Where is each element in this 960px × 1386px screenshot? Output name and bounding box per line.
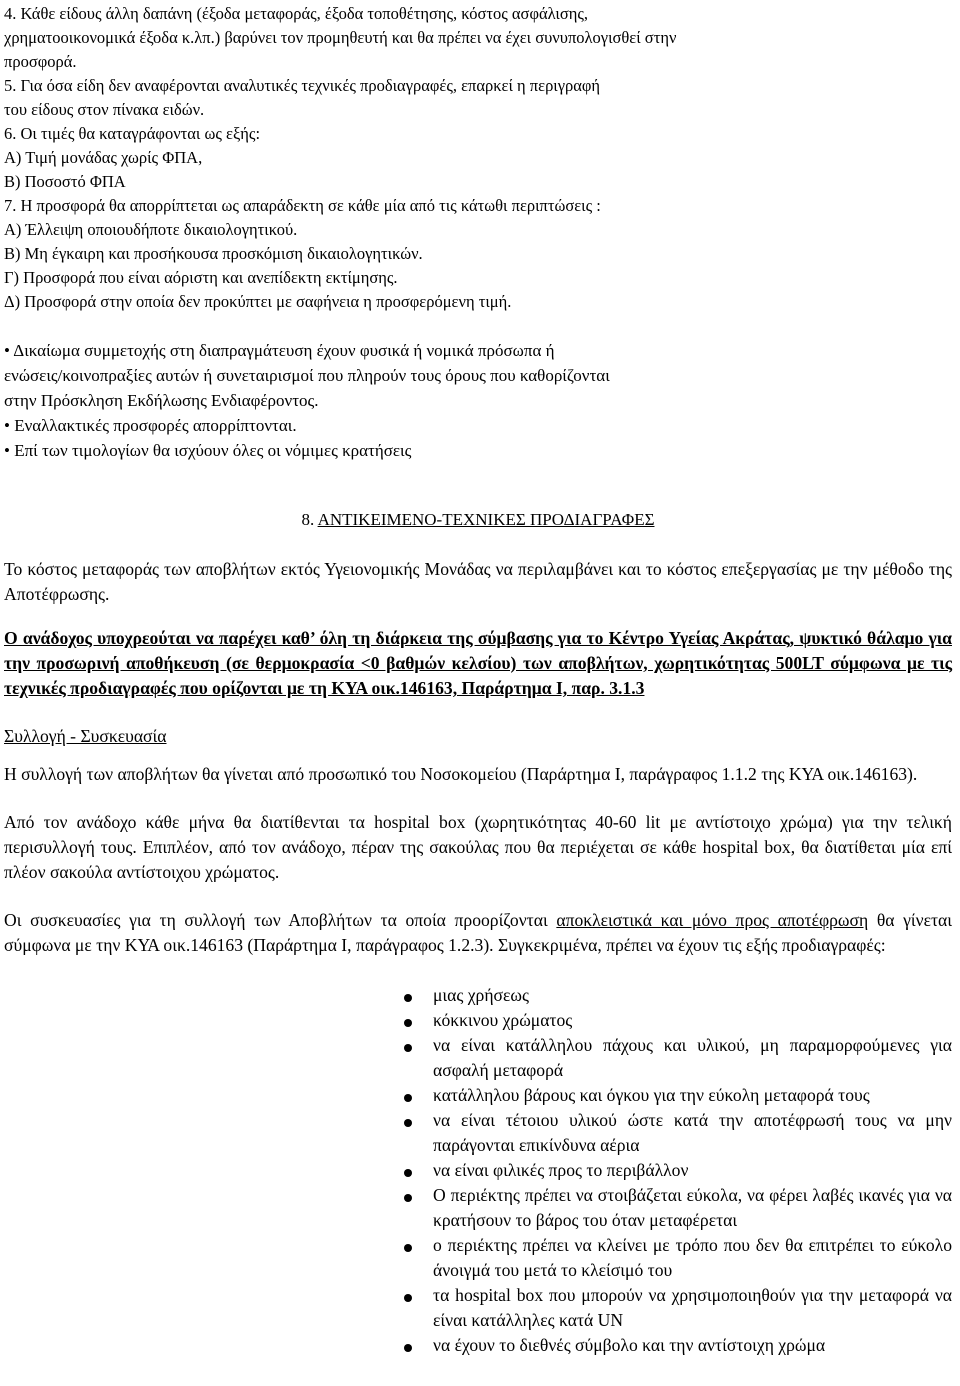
terms-line: Γ) Προσφορά που είναι αόριστη και ανεπίδεκτη εκτίμησης.: [4, 268, 398, 287]
bullet-line: • Δικαίωμα συμμετοχής στη διαπραγμάτευση έχουν φυσικά ή νομικά πρόσωπα ή: [4, 341, 555, 360]
terms-line: 7. Η προσφορά θα απορρίπτεται ως απαράδεκτη σε κάθε μία από τις κάτωθι περιπτώσεις :: [4, 196, 601, 215]
terms-line: Β) Μη έγκαιρη και προσήκουσα προσκόμιση δικαιολογητικών.: [4, 244, 423, 263]
spec-item: [4, 983, 952, 1008]
bullet-dot-icon: [404, 1294, 412, 1302]
spec-item: [4, 1008, 952, 1033]
spec-item-text: να είναι τέτοιου υλικού ώστε κατά την αποτέφρωσή τους να μην παράγονται επικίνδυνα αέρια: [433, 1110, 952, 1155]
spec-item-text: Ο περιέκτης πρέπει να στοιβάζεται εύκολα, να φέρει λαβές ικανές για να κρατήσουν το βάρος του όταν μεταφέρεται: [433, 1185, 952, 1230]
bullet-line: • Επί των τιμολογίων θα ισχύουν όλες οι νόμιμες κρατήσεις: [4, 441, 412, 460]
spec-item: [4, 1083, 952, 1108]
bullet-dot-icon: [404, 994, 412, 1002]
spec-item-text: κόκκινου χρώματος: [433, 1010, 573, 1030]
section-heading: [4, 508, 952, 532]
bullet-dot-icon: [404, 1094, 412, 1102]
spec-item: [4, 1158, 952, 1183]
packaging-text-after: θα γίνεται σύμφωνα με την ΚΥΑ οικ.146163 (Παράρτημα Ι, παράγραφος 1.2.3). Συγκεκριμένα, πρέπει να έχουν τις εξής προδιαγραφές:: [4, 910, 952, 955]
spec-item: [4, 1183, 952, 1233]
spec-item: [4, 1233, 952, 1283]
bullet-dot-icon: [404, 1194, 412, 1202]
terms-line: του είδους στον πίνακα ειδών.: [4, 100, 205, 119]
spec-list: [4, 983, 952, 1358]
bullet-dot-icon: [404, 1244, 412, 1252]
spec-item-text: κατάλληλου βάρους και όγκου για την εύκολη μεταφορά τους: [433, 1085, 870, 1105]
packaging-text-before: Οι συσκευασίες για τη συλλογή των Αποβλήτων τα οποία προορίζονται: [4, 910, 557, 930]
section-number: 8.: [301, 510, 315, 529]
bullet-dot-icon: [404, 1019, 412, 1027]
spec-item-text: μιας χρήσεως: [433, 985, 529, 1005]
packaging-text-underlined: αποκλειστικά και μόνο προς αποτέφρωση: [556, 910, 869, 930]
subheading-collection: Συλλογή - Συσκευασία: [4, 726, 167, 746]
terms-line: προσφορά.: [4, 52, 77, 71]
bullet-dot-icon: [404, 1169, 412, 1177]
spec-item-text: να είναι κατάλληλου πάχους και υλικού, μη παραμορφούμενες για ασφαλή μεταφορά: [433, 1035, 952, 1080]
terms-line: 5. Για όσα είδη δεν αναφέρονται αναλυτικές τεχνικές προδιαγραφές, επαρκεί η περιγραφή: [4, 76, 601, 95]
terms-line: Δ) Προσφορά στην οποία δεν προκύπτει με σαφήνεια η προσφερόμενη τιμή.: [4, 292, 512, 311]
obligation-paragraph: Ο ανάδοχος υποχρεούται να παρέχει καθ’ όλη τη διάρκεια της σύμβασης για το Κέντρο Υγείας Ακράτας, ψυκτικό θάλαμο για την προσωρινή αποθήκευση (σε θερμοκρασία <0 βαθμών κελσίου) των αποβλήτων, χωρητικότητας 500LT σύμφωνα με τις τεχνικές προδιαγραφές που ορίζονται με τη ΚΥΑ οικ.146163, Παράρτημα Ι, παρ. 3.1.3: [4, 628, 952, 698]
packaging-paragraph: [4, 908, 952, 958]
spec-item: [4, 1283, 952, 1333]
cost-paragraph: Το κόστος μεταφοράς των αποβλήτων εκτός Υγειονομικής Μονάδας να περιλαμβάνει και το κόστος επεξεργασίας με την μέθοδο της Αποτέφρωσης.: [4, 559, 952, 604]
bullet-dot-icon: [404, 1044, 412, 1052]
spec-item: [4, 1033, 952, 1083]
spec-item: [4, 1108, 952, 1158]
bullet-dot-icon: [404, 1344, 412, 1352]
spec-item-text: να είναι φιλικές προς το περιβάλλον: [433, 1160, 689, 1180]
return-paragraph: Από τον ανάδοχο κάθε μήνα θα διατίθενται τα hospital box (χωρητικότητας 40-60 lit με αντίστοιχο χρώμα) για την τελική περισυλλογή τους. Επιπλέον, από τον ανάδοχο, πέραν της σακούλας που θα περιέχεται σε κάθε hospital box, θα διατίθεται μία επί πλέον σακούλα αντίστοιχου χρώματος.: [4, 812, 952, 882]
spec-item: [4, 1333, 952, 1358]
bullet-line: • Εναλλακτικές προσφορές απορρίπτονται.: [4, 416, 297, 435]
bullet-line: στην Πρόσκληση Εκδήλωσης Ενδιαφέροντος.: [4, 391, 319, 410]
spec-item-text: ο περιέκτης πρέπει να κλείνει με τρόπο που δεν θα επιτρέπει το εύκολο άνοιγμά του μετά το κλείσιμό του: [433, 1235, 952, 1280]
collection-paragraph: Η συλλογή των αποβλήτων θα γίνεται από προσωπικό του Νοσοκομείου (Παράρτημα Ι, παράγραφος 1.1.2 της ΚΥΑ οικ.146163).: [4, 764, 918, 784]
spec-item-text: τα hospital box που μπορούν να χρησιμοποιηθούν για την μεταφορά να είναι κατάλληλες κατά UN: [433, 1285, 952, 1330]
section-title: ΑΝΤΙΚΕΙΜΕΝΟ-ΤΕΧΝΙΚΕΣ ΠΡΟΔΙΑΓΡΑΦΕΣ: [317, 510, 655, 529]
terms-line: 4. Κάθε είδους άλλη δαπάνη (έξοδα μεταφοράς, έξοδα τοποθέτησης, κόστος ασφάλισης,: [4, 4, 589, 23]
terms-list: [4, 2, 952, 314]
bullet-dot-icon: [404, 1119, 412, 1127]
terms-line: Α) Έλλειψη οποιουδήποτε δικαιολογητικού.: [4, 220, 298, 239]
terms-line: 6. Οι τιμές θα καταγράφονται ως εξής:: [4, 124, 261, 143]
terms-line: Β) Ποσοστό ΦΠΑ: [4, 172, 126, 191]
terms-line: χρηματοοικονομικά έξοδα κ.λπ.) βαρύνει τον προμηθευτή και θα πρέπει να έχει συνυπολογισθεί στην: [4, 28, 677, 47]
bullet-notes: [4, 338, 952, 463]
spec-item-text: να έχουν το διεθνές σύμβολο και την αντίστοιχη χρώμα: [433, 1335, 826, 1355]
terms-line: Α) Τιμή μονάδας χωρίς ΦΠΑ,: [4, 148, 203, 167]
bullet-line: ενώσεις/κοινοπραξίες αυτών ή συνεταιρισμοί που πληρούν τους όρους που καθορίζονται: [4, 366, 610, 385]
